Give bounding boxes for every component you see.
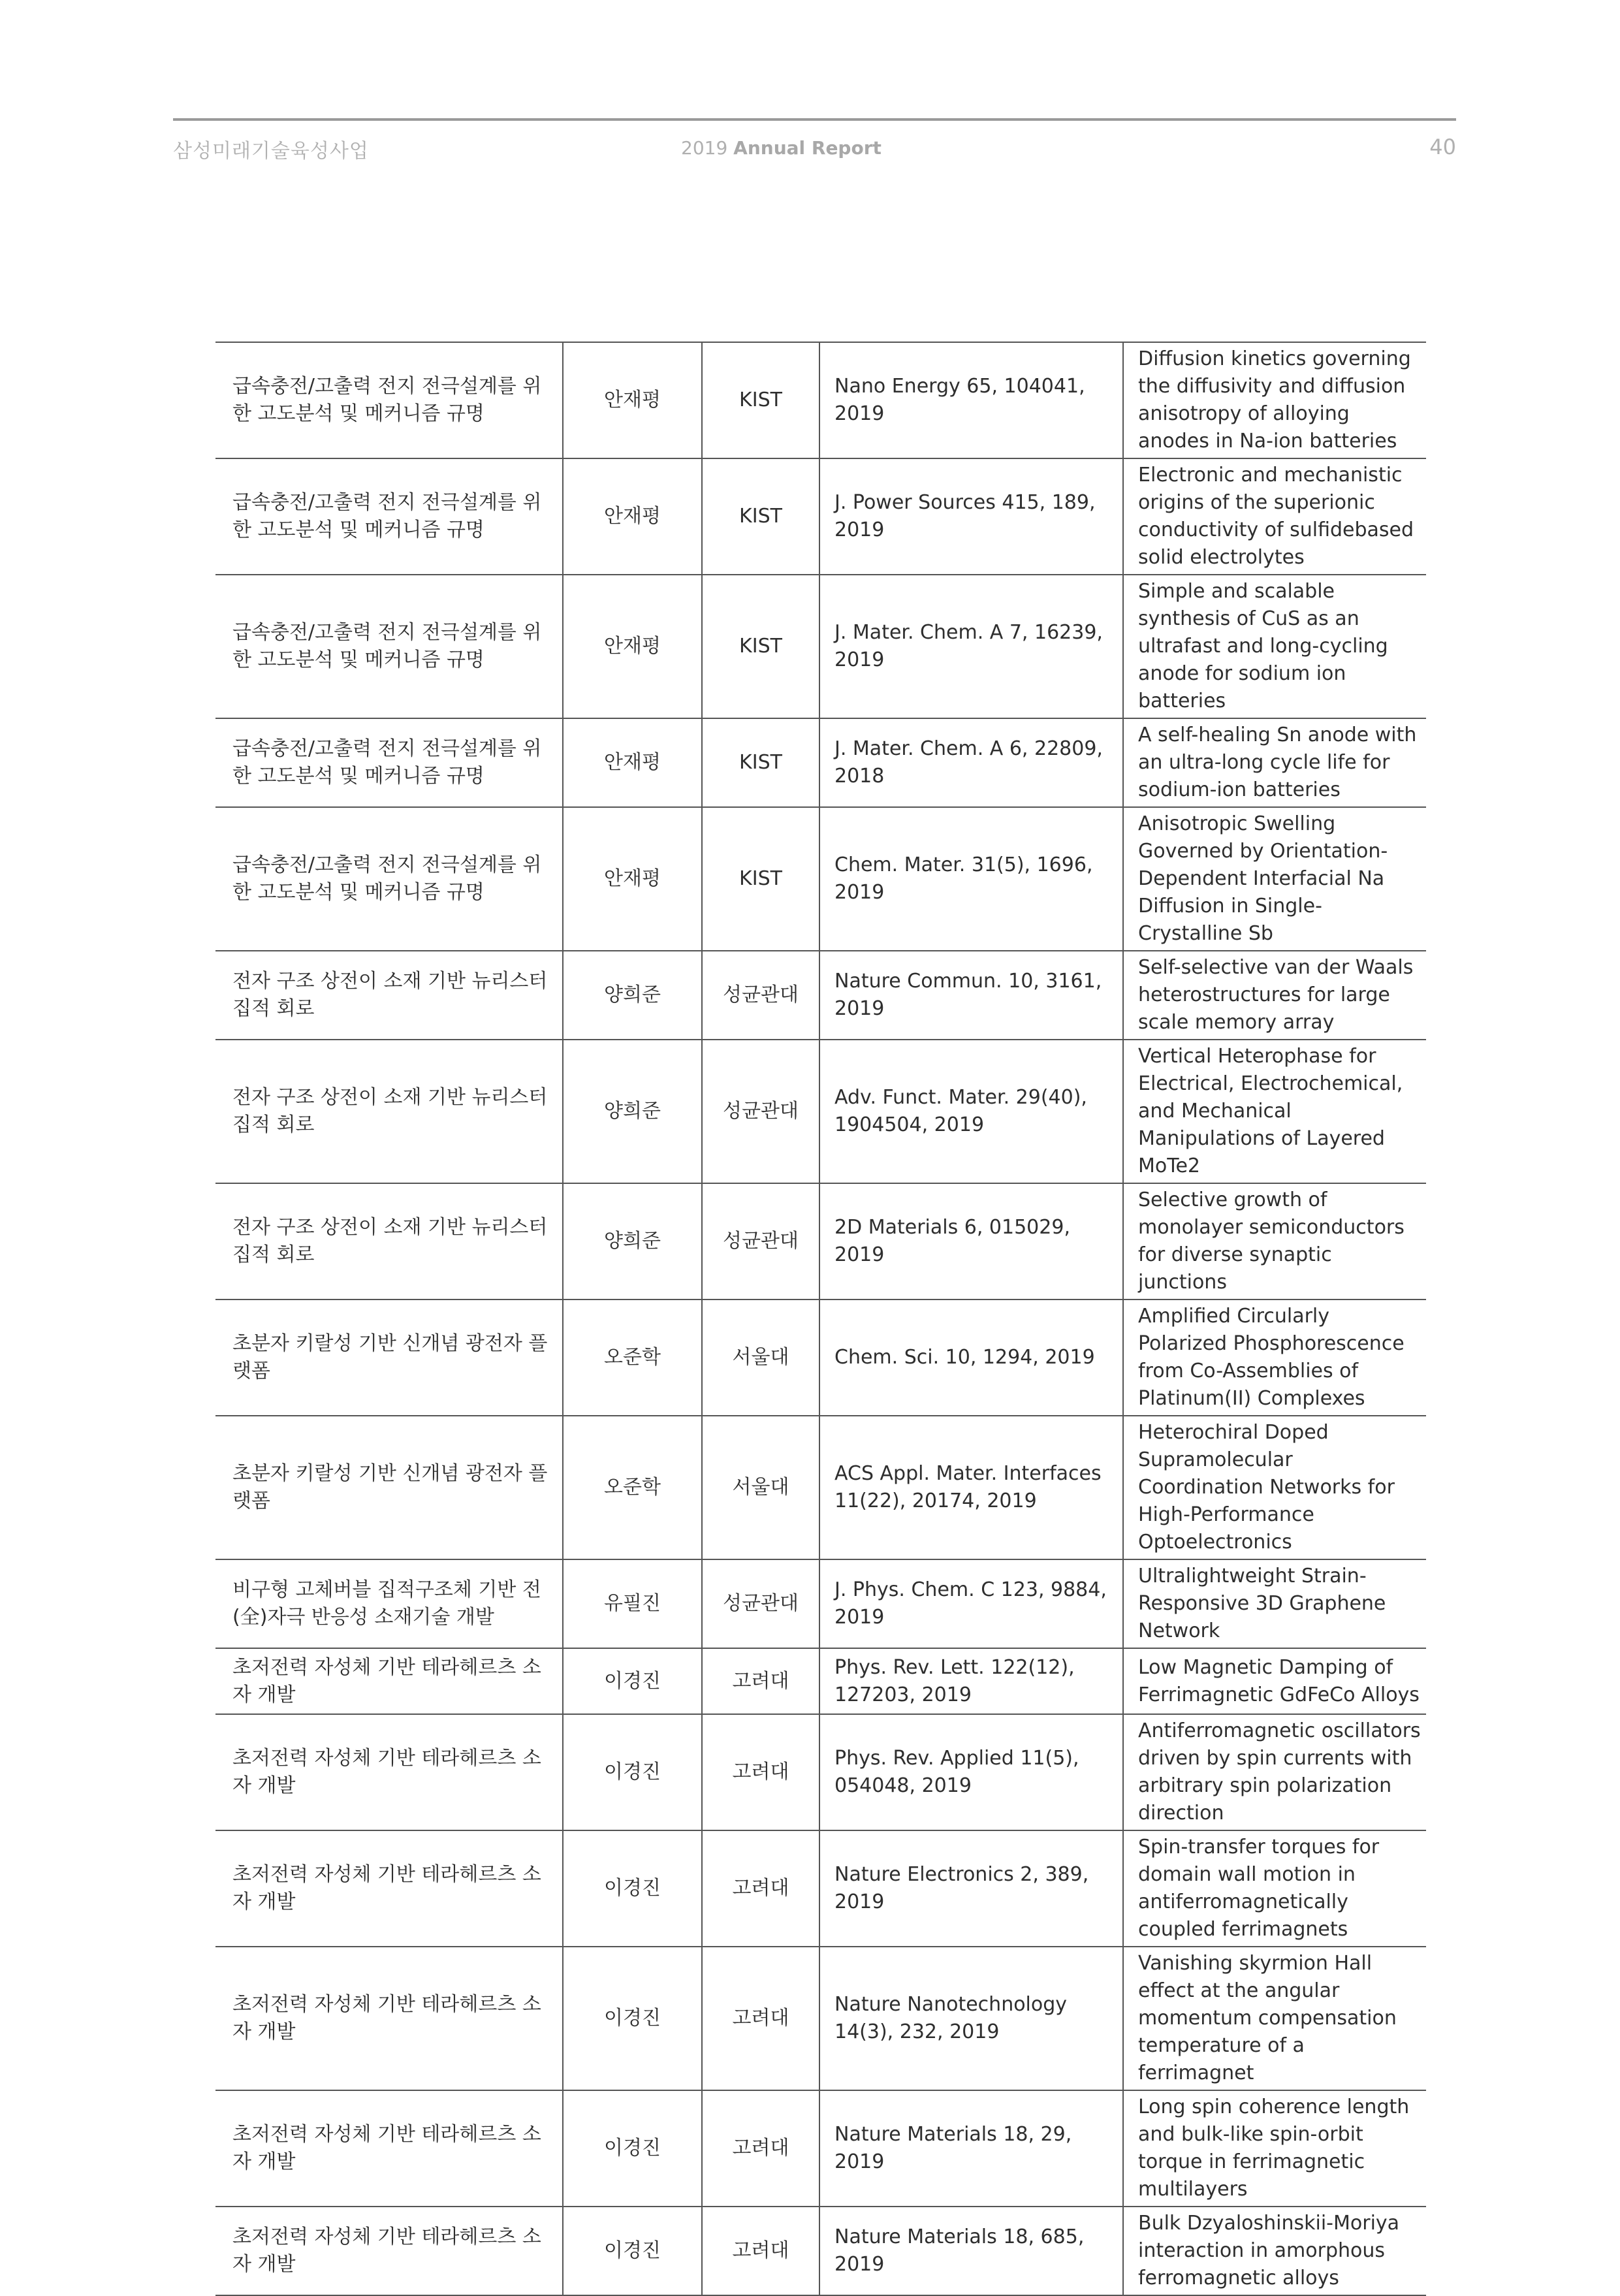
cell-project: 초저전력 자성체 기반 테라헤르츠 소자 개발	[232, 1993, 541, 2043]
cell-journal: Chem. Mater. 31(5), 1696, 2019	[819, 807, 1123, 951]
cell-project: 급속충전/고출력 전지 전극설계를 위한 고도분석 및 메커니즘 규명	[232, 375, 542, 425]
cell-journal: 2D Materials 6, 015029, 2019	[819, 1183, 1123, 1299]
table-row	[215, 1416, 1426, 1559]
cell-paper-title: Spin-transfer torques for domain wall motion in antiferromagnetically coupled ferrimagnets	[1123, 1830, 1426, 1947]
cell-institution: 성균관대	[702, 1559, 819, 1648]
cell-institution: 성균관대	[702, 951, 819, 1040]
cell-project: 초분자 키랄성 기반 신개념 광전자 플랫폼	[232, 1462, 548, 1512]
cell-pi: 오준학	[563, 1416, 702, 1559]
cell-project: 비구형 고체버블 집적구조체 기반 전(全)자극 반응성 소재기술 개발	[232, 1578, 541, 1629]
cell-pi: 이경진	[563, 1830, 702, 1947]
cell-paper-title: Heterochiral Doped Supramolecular Coordination Networks for High-Performance Optoelectronics	[1123, 1416, 1426, 1559]
cell-paper-title: Anisotropic Swelling Governed by Orientation-Dependent Interfacial Na Diffusion in Single-Crystalline Sb	[1123, 807, 1426, 951]
cell-pi: 양희준	[563, 1183, 702, 1299]
cell-journal: J. Phys. Chem. C 123, 9884, 2019	[819, 1559, 1123, 1648]
table-row	[215, 1559, 1426, 1648]
cell-project: 초저전력 자성체 기반 테라헤르츠 소자 개발	[232, 1655, 541, 1706]
cell-project: 급속충전/고출력 전지 전극설계를 위한 고도분석 및 메커니즘 규명	[232, 853, 542, 904]
publications-table-body	[215, 342, 1426, 2295]
table-row	[215, 1299, 1426, 1416]
cell-journal: Adv. Funct. Mater. 29(40), 1904504, 2019	[819, 1040, 1123, 1183]
cell-journal: Phys. Rev. Lett. 122(12), 127203, 2019	[819, 1648, 1123, 1714]
table-row	[215, 1947, 1426, 2090]
cell-institution: KIST	[702, 718, 819, 807]
cell-institution: 고려대	[702, 1714, 819, 1830]
cell-paper-title: A self-healing Sn anode with an ultra-long cycle life for sodium-ion batteries	[1123, 718, 1426, 807]
cell-project: 초저전력 자성체 기반 테라헤르츠 소자 개발	[232, 2225, 541, 2276]
program-name: 삼성미래기술육성사업	[173, 140, 369, 163]
cell-journal: Nature Commun. 10, 3161, 2019	[819, 951, 1123, 1040]
cell-project: 전자 구조 상전이 소재 기반 뉴리스터 집적 회로	[232, 1086, 548, 1136]
cell-pi: 안재평	[563, 458, 702, 575]
cell-pi: 안재평	[563, 807, 702, 951]
cell-journal: Nano Energy 65, 104041, 2019	[819, 342, 1123, 458]
cell-journal: J. Power Sources 415, 189, 2019	[819, 458, 1123, 575]
table-row	[215, 575, 1426, 718]
table-row	[215, 1040, 1426, 1183]
cell-project: 초저전력 자성체 기반 테라헤르츠 소자 개발	[232, 2123, 541, 2173]
cell-institution: 고려대	[702, 1648, 819, 1714]
cell-journal: Nature Materials 18, 685, 2019	[819, 2207, 1123, 2295]
cell-paper-title: Antiferromagnetic oscillators driven by spin currents with arbitrary spin polarization direction	[1123, 1714, 1426, 1830]
cell-pi: 이경진	[563, 1648, 702, 1714]
table-row	[215, 458, 1426, 575]
cell-project: 전자 구조 상전이 소재 기반 뉴리스터 집적 회로	[232, 970, 548, 1020]
publications-table	[215, 342, 1426, 2296]
cell-paper-title: Long spin coherence length and bulk-like spin-orbit torque in ferrimagnetic multilayers	[1123, 2090, 1426, 2207]
table-row	[215, 718, 1426, 807]
cell-project: 초저전력 자성체 기반 테라헤르츠 소자 개발	[232, 1747, 541, 1797]
cell-journal: Nature Nanotechnology 14(3), 232, 2019	[819, 1947, 1123, 2090]
table-row	[215, 807, 1426, 951]
cell-paper-title: Vanishing skyrmion Hall effect at the angular momentum compensation temperature of a ferrimagnet	[1123, 1947, 1426, 2090]
cell-pi: 안재평	[563, 575, 702, 718]
cell-project: 급속충전/고출력 전지 전극설계를 위한 고도분석 및 메커니즘 규명	[232, 737, 542, 788]
cell-project: 초분자 키랄성 기반 신개념 광전자 플랫폼	[232, 1332, 548, 1382]
cell-pi: 이경진	[563, 1947, 702, 2090]
cell-institution: 고려대	[702, 1830, 819, 1947]
cell-paper-title: Electronic and mechanistic origins of the superionic conductivity of sulfidebased solid electrolytes	[1123, 458, 1426, 575]
cell-journal: J. Mater. Chem. A 6, 22809, 2018	[819, 718, 1123, 807]
cell-journal: Nature Materials 18, 29, 2019	[819, 2090, 1123, 2207]
page-number: 40	[1429, 135, 1456, 159]
table-row	[215, 342, 1426, 458]
cell-institution: 서울대	[702, 1416, 819, 1559]
cell-institution: 성균관대	[702, 1040, 819, 1183]
cell-paper-title: Self-selective van der Waals heterostructures for large scale memory array	[1123, 951, 1426, 1040]
table-row	[215, 2090, 1426, 2207]
table-row	[215, 2207, 1426, 2295]
cell-pi: 이경진	[563, 2090, 702, 2207]
table-row	[215, 951, 1426, 1040]
cell-institution: KIST	[702, 807, 819, 951]
cell-institution: 성균관대	[702, 1183, 819, 1299]
cell-paper-title: Ultralightweight Strain-Responsive 3D Graphene Network	[1123, 1559, 1426, 1648]
cell-paper-title: Vertical Heterophase for Electrical, Electrochemical, and Mechanical Manipulations of Layered MoTe2	[1123, 1040, 1426, 1183]
cell-project: 급속충전/고출력 전지 전극설계를 위한 고도분석 및 메커니즘 규명	[232, 491, 542, 541]
cell-pi: 양희준	[563, 951, 702, 1040]
table-row	[215, 1830, 1426, 1947]
cell-project: 전자 구조 상전이 소재 기반 뉴리스터 집적 회로	[232, 1216, 548, 1266]
cell-institution: 고려대	[702, 2207, 819, 2295]
cell-institution: KIST	[702, 575, 819, 718]
cell-pi: 오준학	[563, 1299, 702, 1416]
cell-journal: J. Mater. Chem. A 7, 16239, 2019	[819, 575, 1123, 718]
cell-institution: 고려대	[702, 2090, 819, 2207]
cell-journal: Chem. Sci. 10, 1294, 2019	[819, 1299, 1123, 1416]
cell-paper-title: Simple and scalable synthesis of CuS as an ultrafast and long-cycling anode for sodium ion batteries	[1123, 575, 1426, 718]
report-title	[681, 137, 881, 159]
cell-paper-title: Selective growth of monolayer semiconductors for diverse synaptic junctions	[1123, 1183, 1426, 1299]
cell-project: 급속충전/고출력 전지 전극설계를 위한 고도분석 및 메커니즘 규명	[232, 621, 542, 671]
cell-paper-title: Diffusion kinetics governing the diffusivity and diffusion anisotropy of alloying anodes in Na-ion batteries	[1123, 342, 1426, 458]
cell-institution: 서울대	[702, 1299, 819, 1416]
cell-paper-title: Bulk Dzyaloshinskii-Moriya interaction in amorphous ferromagnetic alloys	[1123, 2207, 1426, 2295]
cell-pi: 양희준	[563, 1040, 702, 1183]
report-year: 2019	[681, 137, 728, 159]
cell-paper-title: Low Magnetic Damping of Ferrimagnetic GdFeCo Alloys	[1123, 1648, 1426, 1714]
cell-journal: ACS Appl. Mater. Interfaces 11(22), 20174, 2019	[819, 1416, 1123, 1559]
cell-institution: KIST	[702, 458, 819, 575]
cell-institution: KIST	[702, 342, 819, 458]
cell-journal: Nature Electronics 2, 389, 2019	[819, 1830, 1123, 1947]
cell-pi: 이경진	[563, 1714, 702, 1830]
cell-journal: Phys. Rev. Applied 11(5), 054048, 2019	[819, 1714, 1123, 1830]
cell-paper-title: Amplified Circularly Polarized Phosphorescence from Co-Assemblies of Platinum(II) Complexes	[1123, 1299, 1426, 1416]
cell-pi: 이경진	[563, 2207, 702, 2295]
cell-pi: 안재평	[563, 718, 702, 807]
report-name: Annual Report	[733, 137, 881, 159]
cell-institution: 고려대	[702, 1947, 819, 2090]
cell-project: 초저전력 자성체 기반 테라헤르츠 소자 개발	[232, 1863, 541, 1913]
header-rule	[173, 118, 1456, 121]
table-row	[215, 1183, 1426, 1299]
table-row	[215, 1648, 1426, 1714]
cell-pi: 안재평	[563, 342, 702, 458]
cell-pi: 유필진	[563, 1559, 702, 1648]
table-row	[215, 1714, 1426, 1830]
